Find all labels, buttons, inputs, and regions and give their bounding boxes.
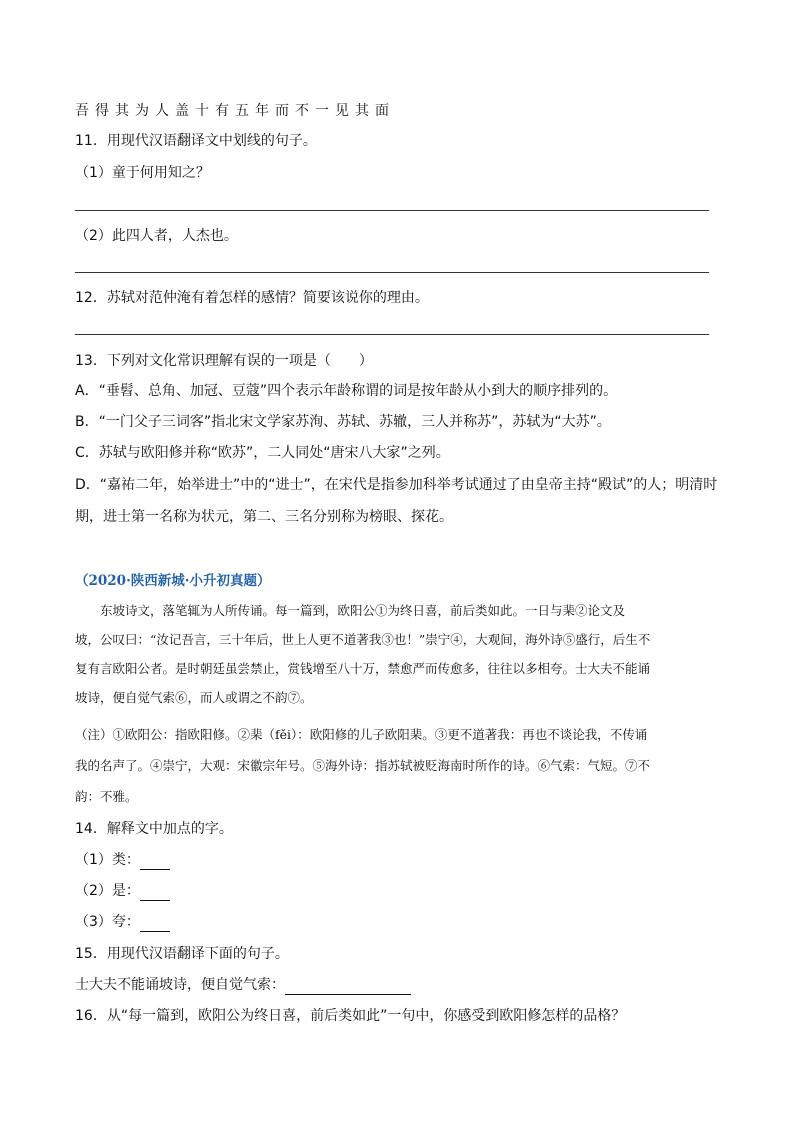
question-14-sub-1-label: （1）类： — [75, 852, 140, 868]
passage-line-2: 坡，公叹曰：“汝记吾言，三十年后，世上人更不道著我③也！”崇宁④，大观间，海外诗⑤盛行，后生不 — [75, 632, 651, 647]
blank-14-2[interactable] — [140, 882, 170, 901]
question-11-title: 11．用现代汉语翻译文中划线的句子。 — [75, 133, 317, 149]
question-16-title: 16．从“每一篇到，欧阳公为终日喜，前后类如此”一句中，你感受到欧阳修怎样的品格？ — [75, 1008, 626, 1024]
question-12-title: 12．苏轼对范仲淹有着怎样的感情？简要该说你的理由。 — [75, 290, 429, 306]
source-tag: （2020·陕西新城·小升初真题） — [75, 573, 271, 589]
notes-line-1: （注）①欧阳公：指欧阳修。②棐（fěi）：欧阳修的儿子欧阳棐。③更不道著我：再也不谈论我，不传诵 — [75, 727, 648, 742]
option-d-line-1: D．“嘉祐二年，始举进士”中的“进士”，在宋代是指参加科举考试通过了由皇帝主持“殿试”的人；明清时 — [75, 477, 718, 493]
answer-line-11-2[interactable] — [75, 272, 709, 273]
blank-15[interactable] — [285, 976, 411, 995]
question-15-sentence-text: 士大夫不能诵坡诗，便自觉气索： — [75, 977, 285, 993]
question-14-sub-3 — [75, 913, 170, 932]
question-15-title: 15．用现代汉语翻译下面的句子。 — [75, 946, 289, 962]
passage-line-3: 复有言欧阳公者。是时朝廷虽尝禁止，赏钱增至八十万，禁愈严而传愈多，往往以多相夸。士大夫不能诵 — [75, 661, 651, 676]
question-15-sentence — [75, 976, 411, 995]
question-14-sub-2 — [75, 882, 170, 901]
notes-line-2: 我的名声了。④崇宁，大观：宋徽宗年号。⑤海外诗：指苏轼被贬海南时所作的诗。⑥气索：气短。⑦不 — [75, 758, 651, 773]
option-c: C．苏轼与欧阳修并称“欧苏”，二人同处“唐宋八大家”之列。 — [75, 445, 450, 461]
passage-fragment-line: 吾得其为人盖十有五年而不一见其面 — [75, 103, 395, 119]
answer-line-11-1[interactable] — [75, 210, 709, 211]
option-b: B．“一门父子三词客”指北宋文学家苏洵、苏轼、苏辙，三人并称苏”，苏轼为“大苏”。 — [75, 414, 611, 430]
passage-line-4: 坡诗，便自觉气索⑥，而人或谓之不韵⑦。 — [75, 690, 313, 705]
blank-14-1[interactable] — [140, 851, 170, 870]
question-14-title: 14．解释文中加点的字。 — [75, 821, 233, 837]
question-14-sub-2-label: （2）是： — [75, 883, 140, 899]
question-11-sub-1: （1）童于何用知之？ — [75, 165, 210, 181]
question-14-sub-1 — [75, 851, 170, 870]
option-d-line-2: 期，进士第一名称为状元，第二、三名分别称为榜眼、探花。 — [75, 509, 453, 525]
option-a: A．“垂髫、总角、加冠、豆蔻”四个表示年龄称谓的词是按年龄从小到大的顺序排列的。 — [75, 383, 618, 399]
blank-14-3[interactable] — [140, 913, 170, 932]
question-11-sub-2: （2）此四人者，人杰也。 — [75, 228, 238, 244]
passage-line-1: 东坡诗文，落笔辄为人所传诵。每一篇到，欧阳公①为终日喜，前后类如此。一日与棐②论文及 — [75, 603, 626, 618]
notes-line-3: 韵：不雅。 — [75, 789, 138, 804]
question-13-title: 13．下列对文化常识理解有误的一项是（ ） — [75, 353, 373, 369]
question-14-sub-3-label: （3）夸： — [75, 914, 140, 930]
answer-line-12[interactable] — [75, 334, 709, 335]
